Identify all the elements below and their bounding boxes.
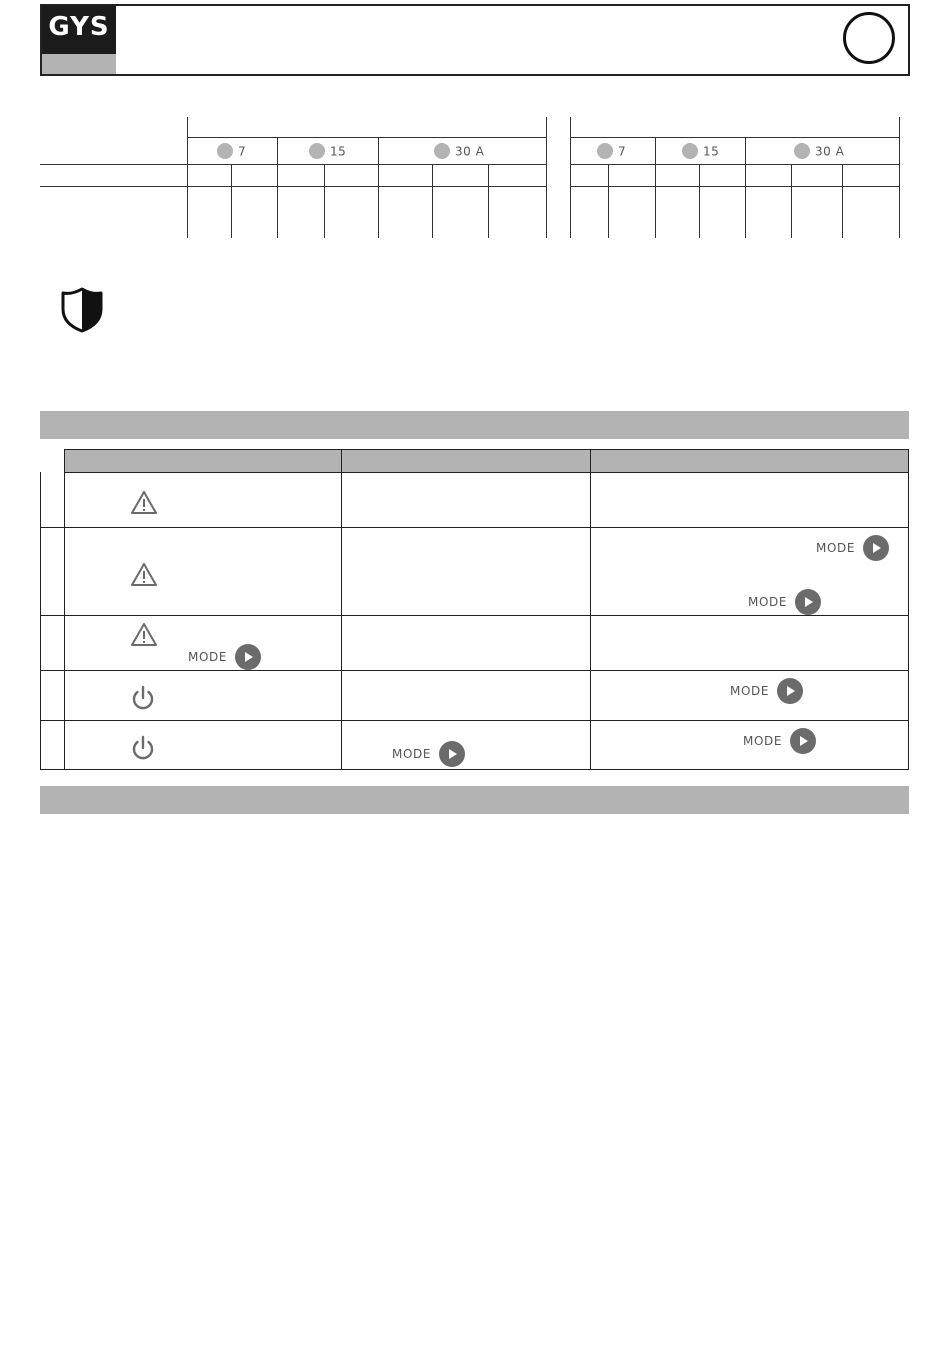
section-bar-next [40, 786, 909, 814]
amp-label-right-2 [794, 141, 844, 161]
mode-label: MODE [188, 650, 228, 664]
mode-button[interactable] [730, 678, 803, 704]
table-border [64, 472, 909, 473]
table-border [590, 449, 591, 770]
play-arrow-icon [863, 535, 889, 561]
spec-left-right-border [546, 117, 547, 238]
amp-label-left-2 [434, 141, 484, 161]
mode-label: MODE [392, 747, 432, 761]
mode-button[interactable] [748, 589, 821, 615]
shield-icon [60, 287, 104, 333]
spec-sub-divider [324, 164, 325, 238]
spec-col-divider [378, 137, 379, 238]
led-dot-icon [794, 143, 810, 159]
table-header-cell [591, 449, 908, 472]
logo-text: GYS [48, 12, 110, 42]
spec-right-border [570, 117, 571, 238]
gys-logo [42, 6, 116, 74]
power-icon [129, 684, 157, 712]
table-row-line [40, 615, 909, 616]
play-arrow-icon [235, 644, 261, 670]
spec-row-line [40, 186, 547, 187]
section-bar-troubleshooting [40, 411, 909, 439]
amp-text: 30 A [815, 144, 845, 159]
table-border [908, 449, 909, 770]
amp-text: 30 A [455, 144, 485, 159]
language-circle-icon [843, 12, 895, 64]
amp-label-left-1 [309, 141, 346, 161]
led-dot-icon [434, 143, 450, 159]
table-row-line [40, 720, 909, 721]
mode-button[interactable] [188, 644, 261, 670]
spec-sub-divider [608, 164, 609, 238]
warning-triangle-icon [130, 489, 158, 517]
spec-col-divider [745, 137, 746, 238]
mode-label: MODE [816, 541, 856, 555]
amp-label-left-0 [217, 141, 246, 161]
spec-left-border [187, 117, 188, 238]
table-border [64, 449, 909, 450]
spec-right-header-line [570, 137, 900, 138]
table-row-line [40, 527, 909, 528]
play-arrow-icon [795, 589, 821, 615]
power-icon [129, 734, 157, 762]
spec-row-line [570, 164, 900, 165]
amp-text: 7 [618, 144, 627, 159]
table-header-cell [342, 449, 590, 472]
led-dot-icon [309, 143, 325, 159]
spec-sub-divider [699, 164, 700, 238]
page-header [40, 4, 910, 76]
spec-col-divider [277, 137, 278, 238]
led-dot-icon [597, 143, 613, 159]
mode-label: MODE [743, 734, 783, 748]
amp-text: 7 [238, 144, 247, 159]
spec-sub-divider [842, 164, 843, 238]
play-arrow-icon [777, 678, 803, 704]
led-dot-icon [217, 143, 233, 159]
spec-sub-divider [432, 164, 433, 238]
play-arrow-icon [790, 728, 816, 754]
amp-text: 15 [330, 144, 347, 159]
mode-button[interactable] [743, 728, 816, 754]
table-row-line [40, 670, 909, 671]
table-border [341, 449, 342, 770]
spec-right-right-border [899, 117, 900, 238]
table-border [64, 449, 65, 770]
mode-label: MODE [730, 684, 770, 698]
spec-row-line [570, 186, 900, 187]
troubleshooting-table [40, 449, 909, 770]
mode-label: MODE [748, 595, 788, 609]
spec-sub-divider [231, 164, 232, 238]
spec-sub-divider [791, 164, 792, 238]
spec-left-header-line [187, 137, 547, 138]
mode-button[interactable] [392, 741, 465, 767]
spec-col-divider [655, 137, 656, 238]
amp-label-right-0 [597, 141, 626, 161]
amp-label-right-1 [682, 141, 719, 161]
spec-sub-divider [488, 164, 489, 238]
logo-band [42, 54, 116, 74]
table-border [40, 472, 41, 770]
warning-triangle-icon [130, 621, 158, 649]
spec-row-line [40, 164, 547, 165]
play-arrow-icon [439, 741, 465, 767]
table-row-line [40, 769, 909, 770]
table-header-cell [64, 449, 341, 472]
led-dot-icon [682, 143, 698, 159]
mode-button[interactable] [816, 535, 889, 561]
amp-text: 15 [703, 144, 720, 159]
warning-triangle-icon [130, 561, 158, 589]
